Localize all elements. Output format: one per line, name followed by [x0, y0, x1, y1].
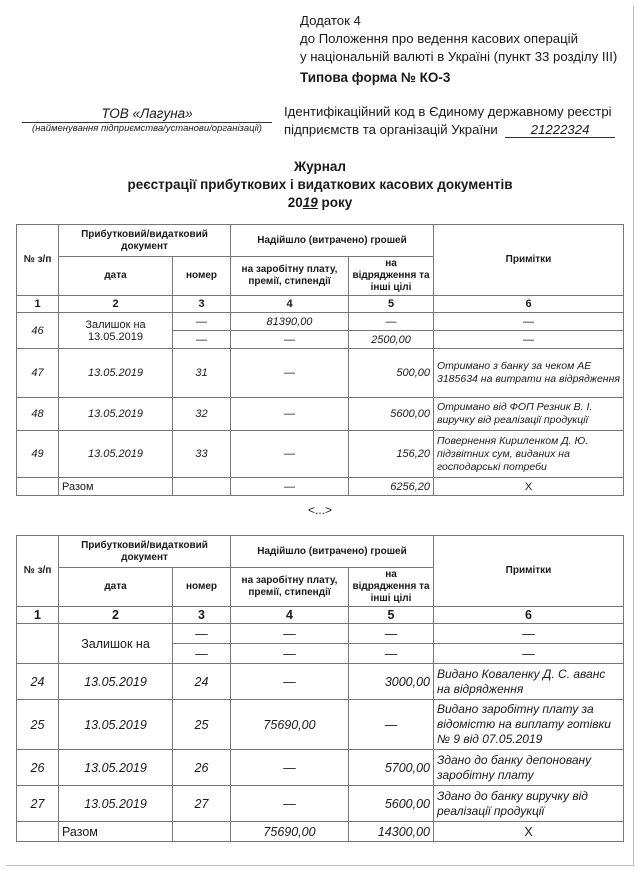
col-salary-header: на заробітну плату, премії, стипендії	[231, 257, 349, 296]
cell-notes: Отримано від ФОП Резник В. І. виручку від реалізації продукції	[434, 398, 624, 431]
table-row	[17, 664, 624, 700]
journal-year	[0, 194, 640, 212]
cell-travel: 156,20	[349, 431, 434, 478]
total-row	[17, 478, 624, 496]
total-salary: 75690,00	[231, 822, 349, 842]
row-num: 27	[17, 786, 59, 822]
col-doc-header: Прибутковий/видатковий документ	[59, 225, 231, 257]
balance-label: Залишок на	[59, 624, 173, 664]
table-row	[17, 750, 624, 786]
table-row	[17, 431, 624, 478]
total-notes: Х	[434, 478, 624, 496]
form-type: Типова форма № КО-3	[300, 70, 451, 85]
col-index: 3	[173, 607, 231, 624]
col-doc-header: Прибутковий/видатковий документ	[59, 536, 231, 568]
organization-name: ТОВ «Лагуна»	[22, 106, 272, 123]
journal-title: Журнал	[293, 159, 347, 174]
year-suffix: 19	[302, 195, 318, 210]
row-num: 49	[17, 431, 59, 478]
cell-number: 31	[173, 349, 231, 398]
cell-number: 24	[173, 664, 231, 700]
total-empty	[17, 478, 59, 496]
cell-travel: 5700,00	[349, 750, 434, 786]
cell-number: —	[173, 331, 231, 349]
total-empty	[173, 478, 231, 496]
col-index: 2	[59, 296, 173, 313]
col-date-header: дата	[59, 257, 173, 296]
total-label: Разом	[59, 478, 173, 496]
row-num: 25	[17, 700, 59, 750]
total-salary: —	[231, 478, 349, 496]
cell-salary: —	[231, 431, 349, 478]
cell-notes: —	[434, 313, 624, 331]
col-notes-header: Примітки	[434, 225, 624, 296]
total-travel: 14300,00	[349, 822, 434, 842]
col-salary-header: на заробітну плату, премії, стипендії	[231, 568, 349, 607]
row-num	[17, 624, 59, 664]
cell-salary: 81390,00	[231, 313, 349, 331]
table-row	[17, 349, 624, 398]
cell-number: 26	[173, 750, 231, 786]
row-num: 46	[17, 313, 59, 349]
col-index: 5	[349, 296, 434, 313]
cell-salary: —	[231, 644, 349, 664]
cell-travel: —	[349, 624, 434, 644]
id-code-value: 21222324	[505, 122, 615, 138]
total-row	[17, 822, 624, 842]
cell-date: 13.05.2019	[59, 700, 173, 750]
cell-date: 13.05.2019	[59, 786, 173, 822]
id-code-label-2: підприємств та організацій України	[284, 122, 498, 137]
total-label: Разом	[59, 822, 173, 842]
cell-travel: 5600,00	[349, 786, 434, 822]
col-number-header: номер	[173, 257, 231, 296]
col-index: 6	[434, 607, 624, 624]
col-index: 2	[59, 607, 173, 624]
col-index: 1	[17, 607, 59, 624]
col-date-header: дата	[59, 568, 173, 607]
id-code-block	[284, 103, 615, 139]
cell-number: 33	[173, 431, 231, 478]
cell-notes: —	[434, 624, 624, 644]
cell-number: —	[173, 313, 231, 331]
total-notes: Х	[434, 822, 624, 842]
col-notes-header: Примітки	[434, 536, 624, 607]
cell-notes: Здано до банку депоновану заробітну плату	[434, 750, 624, 786]
cell-travel: —	[349, 313, 434, 331]
cell-number: 27	[173, 786, 231, 822]
table-row	[17, 786, 624, 822]
cell-notes: Здано до банку виручку від реалізації продукції	[434, 786, 624, 822]
appendix-block	[300, 12, 617, 66]
col-num-header: № з/п	[17, 225, 59, 296]
cell-salary: 75690,00	[231, 700, 349, 750]
cell-travel: 5600,00	[349, 398, 434, 431]
cell-salary: —	[231, 624, 349, 644]
col-money-header: Надійшло (витрачено) грошей	[231, 536, 434, 568]
col-number-header: номер	[173, 568, 231, 607]
cell-travel: 3000,00	[349, 664, 434, 700]
cell-salary: —	[231, 664, 349, 700]
cell-number: 32	[173, 398, 231, 431]
cell-date: 13.05.2019	[59, 664, 173, 700]
col-index: 6	[434, 296, 624, 313]
cell-salary: —	[231, 398, 349, 431]
cell-date: 13.05.2019	[59, 349, 173, 398]
col-index: 5	[349, 607, 434, 624]
col-travel-header: на відрядження та інші цілі	[349, 257, 434, 296]
cell-salary: —	[231, 331, 349, 349]
cell-date: 13.05.2019	[59, 398, 173, 431]
organization-caption: (найменування підприємства/установи/організації)	[32, 123, 262, 134]
cell-travel: —	[349, 700, 434, 750]
cell-travel: 500,00	[349, 349, 434, 398]
col-index: 4	[231, 607, 349, 624]
appendix-line: у національній валюті в Україні (пункт 33 розділу ІІІ)	[300, 49, 618, 64]
total-empty	[173, 822, 231, 842]
col-money-header: Надійшло (витрачено) грошей	[231, 225, 434, 257]
appendix-line: до Положення про ведення касових операцій	[300, 31, 578, 46]
table-row	[17, 700, 624, 750]
total-empty	[17, 822, 59, 842]
table-row	[17, 398, 624, 431]
row-num: 24	[17, 664, 59, 700]
balance-label: Залишок на 13.05.2019	[59, 313, 173, 349]
cell-number: —	[173, 644, 231, 664]
table-row	[17, 624, 624, 644]
col-num-header: № з/п	[17, 536, 59, 607]
table-row	[17, 313, 624, 331]
row-num: 26	[17, 750, 59, 786]
cell-notes: —	[434, 331, 624, 349]
cell-notes: Видано Коваленку Д. С. аванс на відрядження	[434, 664, 624, 700]
year-prefix: 20	[287, 195, 303, 210]
year-word: року	[321, 195, 353, 210]
cell-notes: Видано заробітну плату за відомістю на виплату готівки № 9 від 07.05.2019	[434, 700, 624, 750]
cell-number: 25	[173, 700, 231, 750]
cell-notes: Повернення Кириленком Д. Ю. підзвітних сум, виданих на господарські потреби	[434, 431, 624, 478]
col-travel-header: на відрядження та інші цілі	[349, 568, 434, 607]
cell-number: —	[173, 624, 231, 644]
cell-travel: —	[349, 644, 434, 664]
journal-subtitle: реєстрації прибуткових і видаткових касових документів	[127, 177, 513, 192]
cell-salary: —	[231, 750, 349, 786]
col-index: 4	[231, 296, 349, 313]
separator: <...>	[307, 503, 333, 517]
appendix-line: Додаток 4	[300, 13, 361, 28]
id-code-label: Ідентифікаційний код в Єдиному державному реєстрі	[284, 104, 612, 119]
cell-salary: —	[231, 786, 349, 822]
cell-notes: Отримано з банку за чеком АЕ 3185634 на витрати на відрядження	[434, 349, 624, 398]
col-index: 1	[17, 296, 59, 313]
row-num: 47	[17, 349, 59, 398]
row-num: 48	[17, 398, 59, 431]
journal-table-2	[16, 535, 624, 842]
cell-travel: 2500,00	[349, 331, 434, 349]
total-travel: 6256,20	[349, 478, 434, 496]
journal-table-1	[16, 224, 624, 496]
cell-date: 13.05.2019	[59, 431, 173, 478]
cell-notes: —	[434, 644, 624, 664]
cell-date: 13.05.2019	[59, 750, 173, 786]
cell-salary: —	[231, 349, 349, 398]
col-index: 3	[173, 296, 231, 313]
